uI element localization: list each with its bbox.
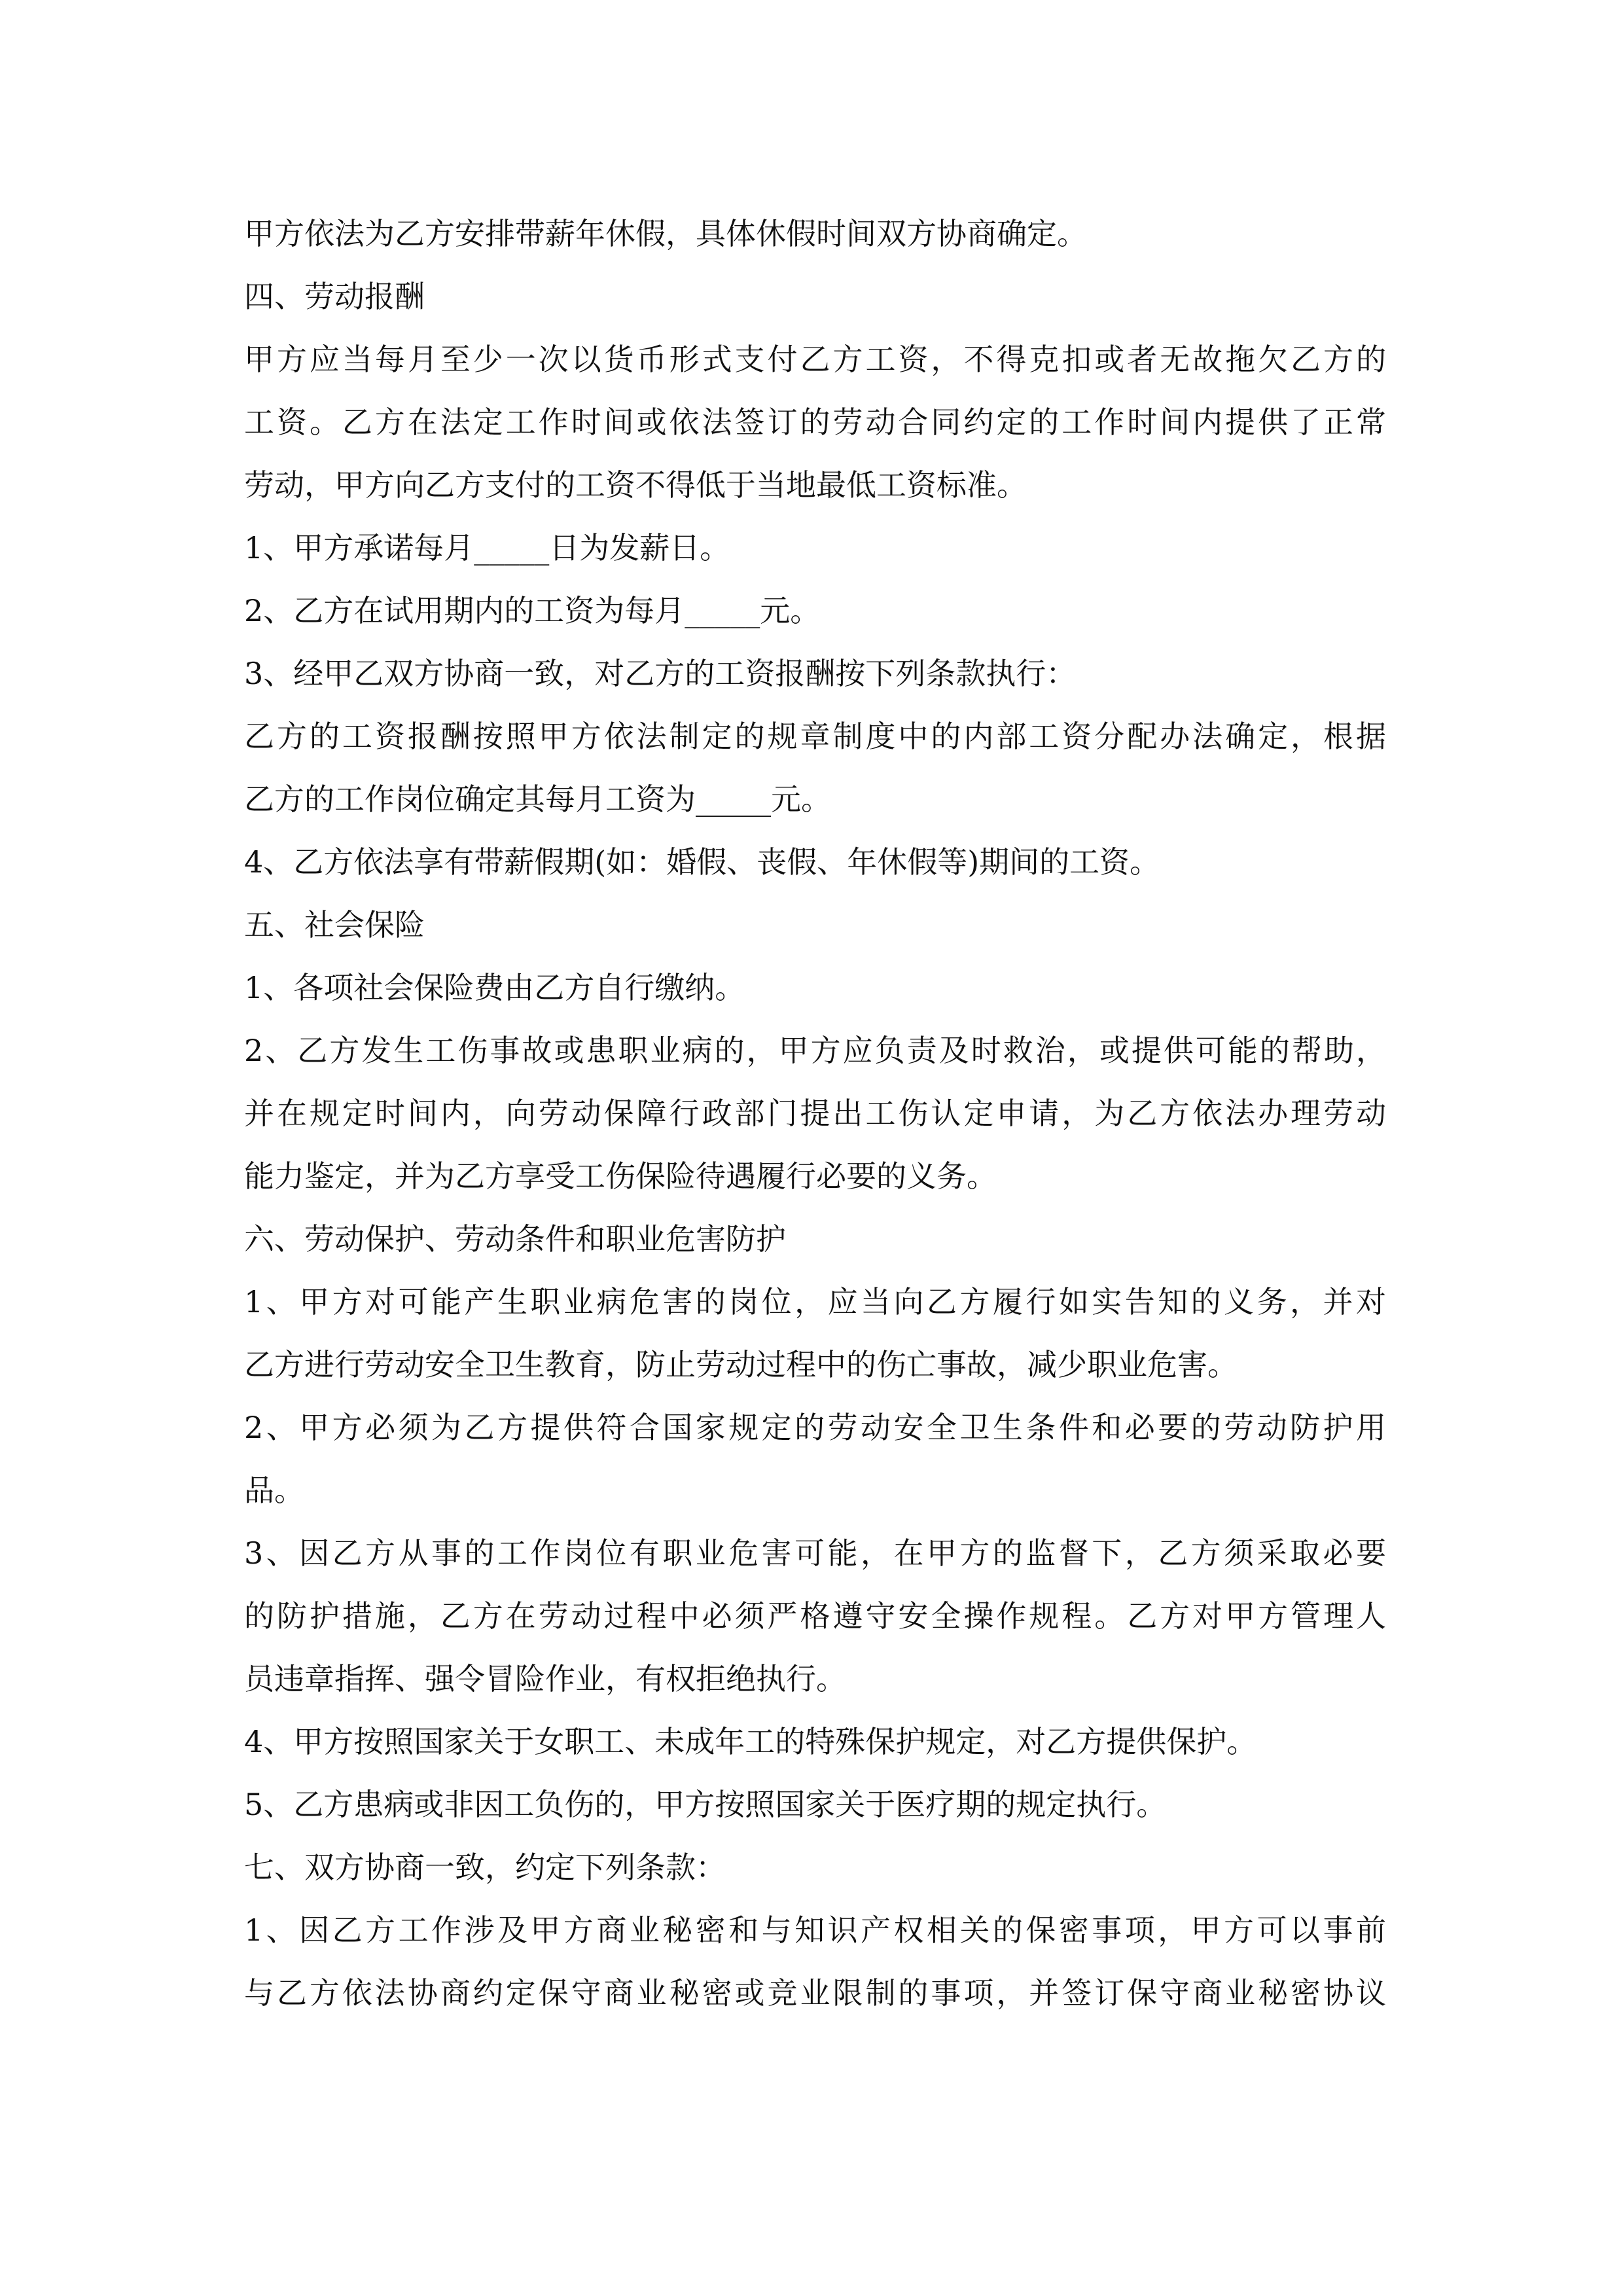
text-line: 的防护措施，乙方在劳动过程中必须严格遵守安全操作规程。乙方对甲方管理人 xyxy=(244,1598,1386,1634)
text-line: 4、乙方依法享有带薪假期(如：婚假、丧假、年休假等)期间的工资。 xyxy=(244,844,1160,880)
text-line: 劳动，甲方向乙方支付的工资不得低于当地最低工资标准。 xyxy=(244,467,1027,503)
text-line: 并在规定时间内，向劳动保障行政部门提出工伤认定申请，为乙方依法办理劳动 xyxy=(244,1096,1386,1131)
text-line: 四、劳动报酬 xyxy=(244,279,425,314)
text-line: 5、乙方患病或非因工负伤的，甲方按照国家关于医疗期的规定执行。 xyxy=(244,1787,1167,1822)
text-line: 甲方应当每月至少一次以货币形式支付乙方工资，不得克扣或者无故拖欠乙方的 xyxy=(244,342,1386,377)
text-line: 甲方依法为乙方安排带薪年休假，具体休假时间双方协商确定。 xyxy=(244,216,1087,251)
text-line: 五、社会保险 xyxy=(244,907,425,942)
text-line: 与乙方依法协商约定保守商业秘密或竞业限制的事项，并签订保守商业秘密协议 xyxy=(244,1975,1386,2011)
text-line: 七、双方协商一致，约定下列条款： xyxy=(244,1850,726,1885)
text-line: 2、乙方在试用期内的工资为每月_____元。 xyxy=(244,593,821,628)
text-line: 3、因乙方从事的工作岗位有职业危害可能，在甲方的监督下，乙方须采取必要 xyxy=(244,1535,1386,1571)
text-line: 1、因乙方工作涉及甲方商业秘密和与知识产权相关的保密事项，甲方可以事前 xyxy=(244,1912,1386,1948)
text-line: 1、甲方承诺每月_____日为发薪日。 xyxy=(244,530,730,565)
text-line: 品。 xyxy=(244,1473,304,1508)
text-line: 2、甲方必须为乙方提供符合国家规定的劳动安全卫生条件和必要的劳动防护用 xyxy=(244,1410,1386,1445)
text-line: 乙方进行劳动安全卫生教育，防止劳动过程中的伤亡事故，减少职业危害。 xyxy=(244,1347,1238,1382)
text-line: 4、甲方按照国家关于女职工、未成年工的特殊保护规定，对乙方提供保护。 xyxy=(244,1724,1257,1759)
text-line: 1、各项社会保险费由乙方自行缴纳。 xyxy=(244,970,745,1005)
text-line: 乙方的工资报酬按照甲方依法制定的规章制度中的内部工资分配办法确定，根据 xyxy=(244,719,1386,754)
text-line: 3、经甲乙双方协商一致，对乙方的工资报酬按下列条款执行： xyxy=(244,656,1077,691)
text-line: 1、甲方对可能产生职业病危害的岗位，应当向乙方履行如实告知的义务，并对 xyxy=(244,1284,1386,1319)
document-page xyxy=(244,202,1386,2024)
text-line: 员违章指挥、强令冒险作业，有权拒绝执行。 xyxy=(244,1661,846,1696)
text-line: 乙方的工作岗位确定其每月工资为_____元。 xyxy=(244,781,831,817)
text-line: 2、乙方发生工伤事故或患职业病的，甲方应负责及时救治，或提供可能的帮助， xyxy=(244,1033,1386,1068)
text-line: 六、劳动保护、劳动条件和职业危害防护 xyxy=(244,1221,786,1257)
text-line: 能力鉴定，并为乙方享受工伤保险待遇履行必要的义务。 xyxy=(244,1158,997,1194)
text-line: 工资。乙方在法定工作时间或依法签订的劳动合同约定的工作时间内提供了正常 xyxy=(244,404,1386,440)
